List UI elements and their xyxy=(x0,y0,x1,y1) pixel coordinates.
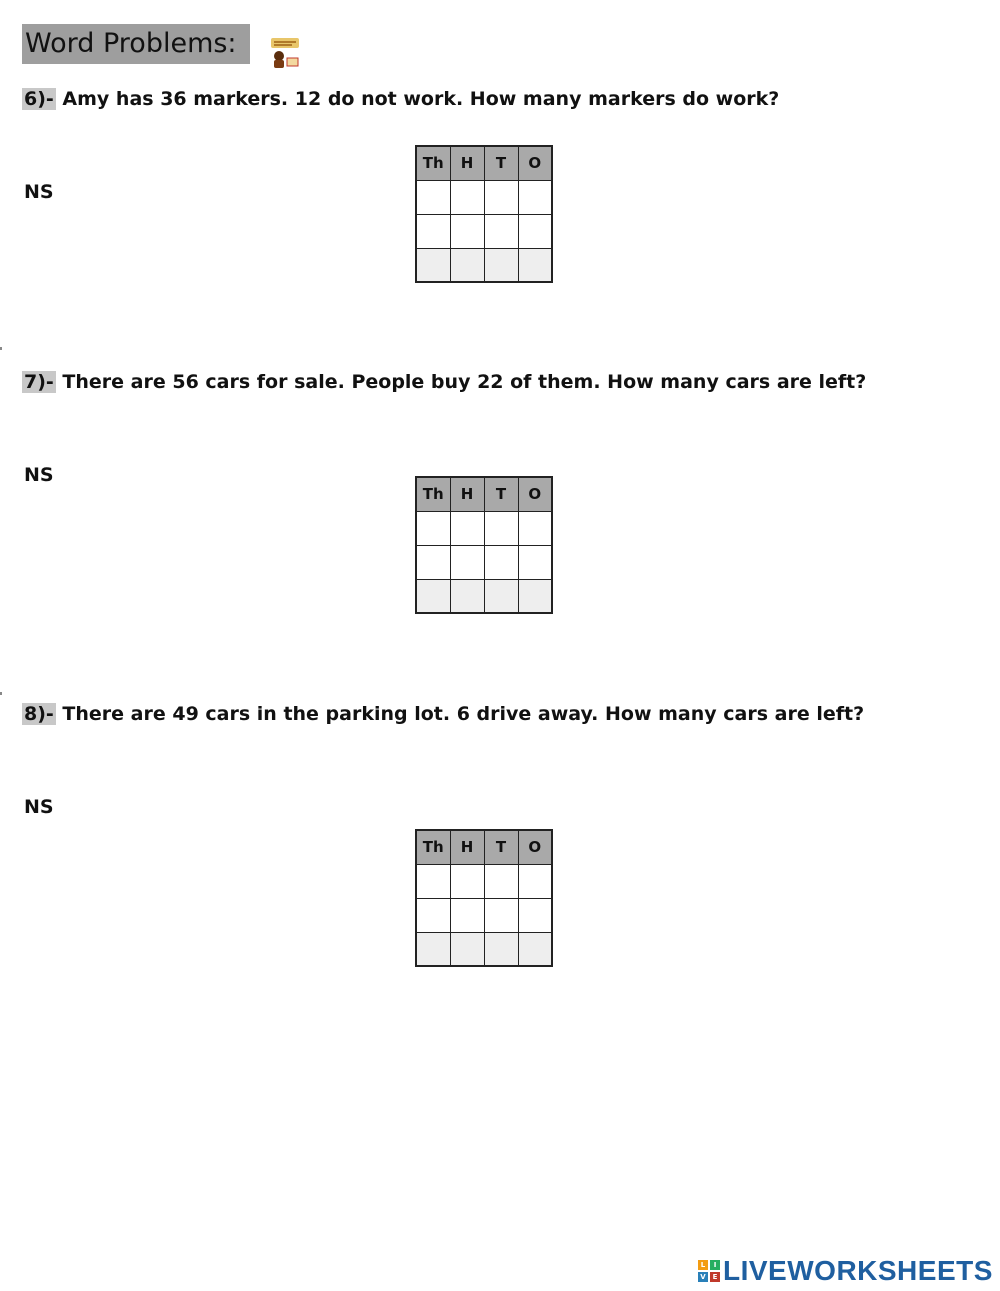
answer-cell[interactable] xyxy=(450,932,484,966)
input-cell[interactable] xyxy=(450,864,484,898)
problem-number: 7)- xyxy=(24,371,54,393)
input-cell[interactable] xyxy=(518,864,552,898)
problem-6 xyxy=(22,86,779,112)
input-cell[interactable] xyxy=(484,898,518,932)
input-cell[interactable] xyxy=(484,180,518,214)
liveworksheets-brand[interactable] xyxy=(698,1255,993,1287)
header-thousands: Th xyxy=(416,477,450,511)
place-value-chart xyxy=(415,829,553,967)
problem-number: 8)- xyxy=(24,703,54,725)
input-cell[interactable] xyxy=(450,180,484,214)
input-cell[interactable] xyxy=(416,214,450,248)
header-hundreds: H xyxy=(450,477,484,511)
page-title: Word Problems: xyxy=(22,24,250,64)
answer-cell[interactable] xyxy=(450,248,484,282)
margin-mark xyxy=(0,692,2,695)
answer-cell[interactable] xyxy=(518,932,552,966)
answer-cell[interactable] xyxy=(484,932,518,966)
number-sentence-label: NS xyxy=(24,181,54,203)
problem-7 xyxy=(22,369,866,395)
input-cell[interactable] xyxy=(450,214,484,248)
input-cell[interactable] xyxy=(484,511,518,545)
input-cell[interactable] xyxy=(450,511,484,545)
input-cell[interactable] xyxy=(518,214,552,248)
input-cell[interactable] xyxy=(484,545,518,579)
input-cell[interactable] xyxy=(484,214,518,248)
answer-cell[interactable] xyxy=(416,932,450,966)
answer-cell[interactable] xyxy=(518,248,552,282)
word-problems-logo-icon xyxy=(268,36,302,70)
header-tens: T xyxy=(484,830,518,864)
answer-cell[interactable] xyxy=(484,248,518,282)
problem-number: 6)- xyxy=(24,88,54,110)
header-ones: O xyxy=(518,477,552,511)
header-tens: T xyxy=(484,477,518,511)
input-cell[interactable] xyxy=(416,898,450,932)
input-cell[interactable] xyxy=(518,545,552,579)
number-sentence-label: NS xyxy=(24,464,54,486)
input-cell[interactable] xyxy=(518,511,552,545)
answer-cell[interactable] xyxy=(450,579,484,613)
number-sentence-label: NS xyxy=(24,796,54,818)
header-thousands: Th xyxy=(416,830,450,864)
header-thousands: Th xyxy=(416,146,450,180)
margin-mark xyxy=(0,347,2,350)
input-cell[interactable] xyxy=(450,545,484,579)
problem-text: There are 49 cars in the parking lot. 6 drive away. How many cars are left? xyxy=(62,703,865,725)
input-cell[interactable] xyxy=(450,898,484,932)
answer-cell[interactable] xyxy=(484,579,518,613)
problem-text: There are 56 cars for sale. People buy 22 of them. How many cars are left? xyxy=(62,371,867,393)
input-cell[interactable] xyxy=(416,511,450,545)
answer-cell[interactable] xyxy=(416,248,450,282)
liveworksheets-logo-icon: L I V E xyxy=(698,1260,720,1282)
input-cell[interactable] xyxy=(518,898,552,932)
header-tens: T xyxy=(484,146,518,180)
brand-name: LIVEWORKSHEETS xyxy=(723,1255,993,1286)
place-value-chart xyxy=(415,145,553,283)
input-cell[interactable] xyxy=(416,864,450,898)
header-hundreds: H xyxy=(450,146,484,180)
answer-cell[interactable] xyxy=(416,579,450,613)
input-cell[interactable] xyxy=(518,180,552,214)
problem-8 xyxy=(22,701,864,727)
input-cell[interactable] xyxy=(484,864,518,898)
header-hundreds: H xyxy=(450,830,484,864)
header-ones: O xyxy=(518,146,552,180)
place-value-chart xyxy=(415,476,553,614)
input-cell[interactable] xyxy=(416,180,450,214)
answer-cell[interactable] xyxy=(518,579,552,613)
problem-text: Amy has 36 markers. 12 do not work. How many markers do work? xyxy=(62,88,780,110)
header-ones: O xyxy=(518,830,552,864)
input-cell[interactable] xyxy=(416,545,450,579)
